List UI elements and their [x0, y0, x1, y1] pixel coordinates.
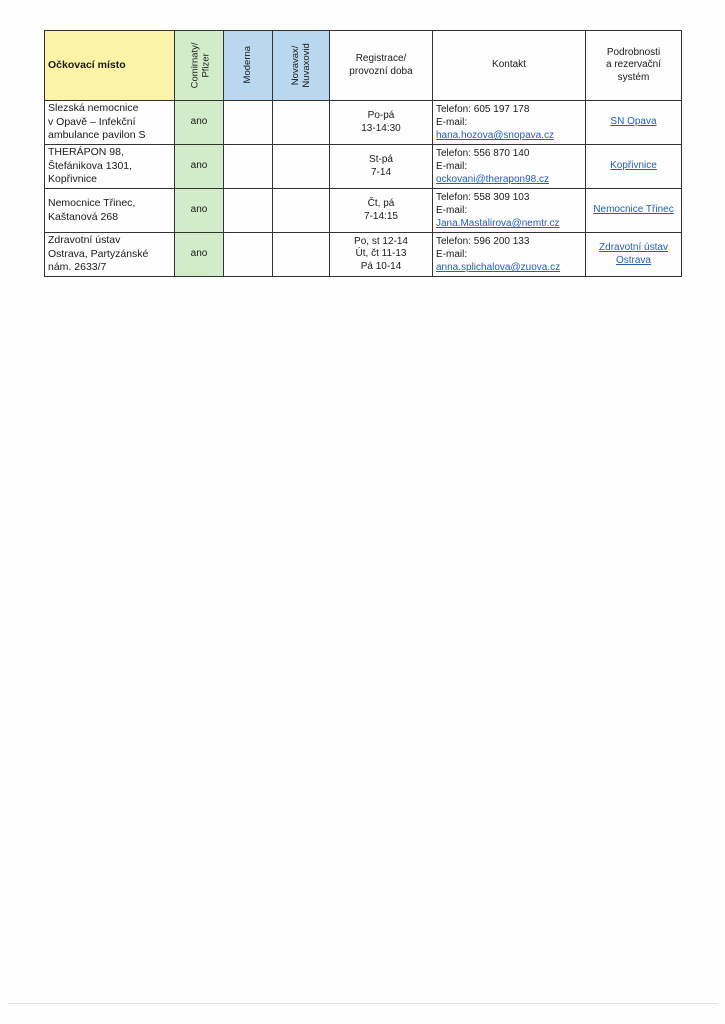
place-line: Kopřivnice — [48, 173, 98, 186]
table-header-row — [45, 31, 682, 101]
table-row — [45, 145, 682, 189]
phone-text: Telefon: 605 197 178 — [436, 104, 530, 115]
hours-line: Út, čt 11-13 — [355, 248, 407, 260]
details-link[interactable]: Zdravotní ústav — [599, 242, 668, 253]
place-line: v Opavě – Infekční — [48, 115, 136, 128]
hours-line: Čt, pá — [367, 198, 395, 209]
place-line: Ostrava, Partyzánské — [48, 247, 149, 260]
header-novavax — [273, 31, 330, 101]
comirnaty-cell: ano — [175, 101, 224, 145]
email-link[interactable]: anna.splichalova@zuova.cz — [436, 262, 561, 273]
details-link[interactable]: Nemocnice Třinec — [593, 204, 674, 216]
details-cell — [586, 145, 682, 189]
vaccination-sites-table — [44, 30, 682, 277]
place-line: THERÁPON 98, — [48, 146, 124, 159]
place-cell — [45, 233, 175, 277]
hours-line: St-pá — [369, 154, 393, 165]
header-details — [586, 31, 682, 101]
novavax-cell — [273, 101, 330, 145]
contact-cell — [433, 189, 586, 233]
place-cell — [45, 189, 175, 233]
hours-line: Po, st 12-14 — [354, 235, 408, 247]
email-label: E-mail: — [436, 117, 468, 128]
hours-line: Po-pá — [367, 110, 395, 121]
table-row — [45, 101, 682, 145]
place-line: nám. 2633/7 — [48, 261, 107, 274]
place-line: ambulance pavilon S — [48, 129, 146, 142]
header-moderna — [224, 31, 273, 101]
details-cell — [586, 189, 682, 233]
details-link[interactable]: SN Opava — [610, 116, 657, 128]
hours-cell — [330, 233, 433, 277]
novavax-cell — [273, 189, 330, 233]
hours-line: 13-14:30 — [361, 122, 401, 134]
header-details-line2: a rezervační — [605, 59, 662, 71]
email-label: E-mail: — [436, 249, 468, 260]
header-registration-line2: provozní doba — [349, 65, 413, 77]
moderna-cell — [224, 145, 273, 189]
moderna-cell — [224, 101, 273, 145]
comirnaty-cell: ano — [175, 189, 224, 233]
email-link[interactable]: ockovani@therapon98.cz — [436, 174, 549, 185]
header-novavax-line2: Nuvaxovid — [300, 42, 312, 88]
contact-cell — [433, 145, 586, 189]
header-registration — [330, 31, 433, 101]
header-details-line3: systém — [617, 71, 650, 83]
place-line: Zdravotní ústav — [48, 234, 121, 247]
hours-cell — [330, 189, 433, 233]
email-link[interactable]: hana.hozova@snopava.cz — [436, 130, 555, 141]
email-link[interactable]: Jana.Mastalirova@nemtr.cz — [436, 218, 560, 229]
header-contact: Kontakt — [433, 31, 586, 101]
header-novavax-line1: Novavax/ — [289, 45, 301, 85]
email-label: E-mail: — [436, 205, 468, 216]
comirnaty-cell: ano — [175, 145, 224, 189]
header-comirnaty-line1: Comirnaty/ — [189, 41, 201, 88]
phone-text: Telefon: 556 870 140 — [436, 148, 530, 159]
place-line: Kaštanová 268 — [48, 210, 119, 223]
table-row — [45, 233, 682, 277]
details-link[interactable]: Kopřivnice — [610, 160, 657, 172]
phone-text: Telefon: 558 309 103 — [436, 192, 530, 203]
comirnaty-cell: ano — [175, 233, 224, 277]
hours-line: 7-14:15 — [364, 210, 398, 222]
email-label: E-mail: — [436, 161, 468, 172]
novavax-cell — [273, 233, 330, 277]
hours-line: 7-14 — [370, 166, 391, 178]
header-place: Očkovací místo — [45, 31, 175, 101]
place-line: Štefánikova 1301, — [48, 159, 133, 172]
page-bottom-edge — [8, 1003, 718, 1004]
header-moderna-label: Moderna — [242, 46, 254, 84]
table-row — [45, 189, 682, 233]
header-registration-line1: Registrace/ — [355, 53, 407, 64]
place-cell — [45, 145, 175, 189]
contact-cell — [433, 233, 586, 277]
hours-cell — [330, 101, 433, 145]
moderna-cell — [224, 233, 273, 277]
header-details-line1: Podrobnosti — [606, 46, 661, 58]
header-comirnaty — [175, 31, 224, 101]
hours-cell — [330, 145, 433, 189]
details-cell — [586, 101, 682, 145]
place-cell — [45, 101, 175, 145]
place-line: Slezská nemocnice — [48, 102, 139, 115]
contact-cell — [433, 101, 586, 145]
novavax-cell — [273, 145, 330, 189]
hours-line: Pá 10-14 — [360, 260, 402, 272]
phone-text: Telefon: 596 200 133 — [436, 236, 530, 247]
moderna-cell — [224, 189, 273, 233]
details-link[interactable]: Ostrava — [615, 254, 651, 266]
header-comirnaty-line2: Pfizer — [200, 52, 212, 78]
details-cell — [586, 233, 682, 277]
place-line: Nemocnice Třinec, — [48, 196, 136, 209]
